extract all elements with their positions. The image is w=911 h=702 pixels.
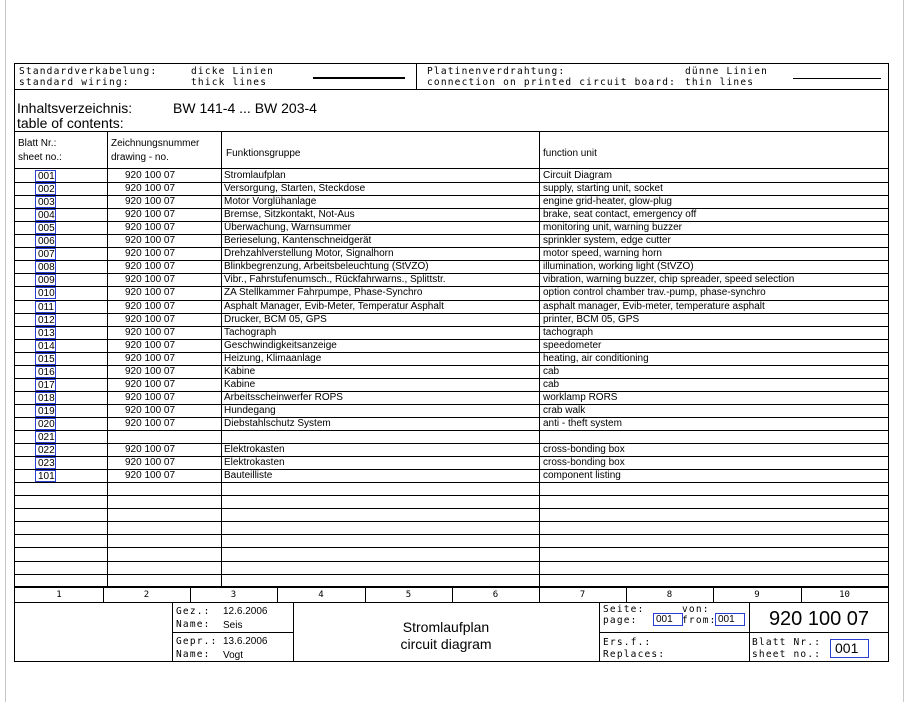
sheet-link[interactable]: 014 — [35, 340, 56, 352]
table-row-rule — [15, 495, 888, 496]
drawing-number-cell: 920 100 07 — [125, 327, 176, 338]
col-header-unit: function unit — [543, 148, 597, 159]
drawing-number-cell: 920 100 07 — [125, 470, 176, 481]
function-unit-cell: anti - theft system — [543, 418, 622, 429]
grid-number: 7 — [579, 590, 586, 600]
function-group-cell: Stromlaufplan — [224, 170, 286, 181]
grid-number: 8 — [666, 590, 673, 600]
table-row-rule — [15, 521, 888, 522]
toc-title-en: table of contents: — [17, 115, 124, 131]
tb-checked-name-label: Name: — [176, 649, 211, 660]
grid-number: 3 — [230, 590, 237, 600]
function-unit-cell: sprinkler system, edge cutter — [543, 235, 671, 246]
drawing-number-cell: 920 100 07 — [125, 222, 176, 233]
tb-sheet-value[interactable]: 001 — [830, 639, 869, 658]
sheet-link[interactable]: 021 — [35, 431, 56, 443]
function-group-cell: Hundegang — [224, 405, 276, 416]
thick-line-sample — [313, 77, 405, 79]
grid-number: 6 — [492, 590, 499, 600]
tb-title-en: circuit diagram — [400, 636, 492, 652]
tb-sheet-label-en: sheet no.: — [752, 649, 822, 660]
tb-rule-left — [172, 632, 293, 633]
function-unit-cell: printer, BCM 05, GPS — [543, 314, 640, 325]
grid-strip-divider — [277, 586, 278, 602]
drawing-number-cell: 920 100 07 — [125, 444, 176, 455]
function-unit-cell: monitoring unit, warning buzzer — [543, 222, 682, 233]
drawing-number-cell: 920 100 07 — [125, 209, 176, 220]
sheet-link[interactable]: 016 — [35, 366, 56, 378]
sheet-link[interactable]: 101 — [35, 470, 56, 482]
sheet-link[interactable]: 005 — [35, 222, 56, 234]
tb-drawn-date: 12.6.2006 — [223, 606, 268, 617]
legend-pcb-de-value: dünne Linien — [685, 66, 769, 77]
col-divider-group — [539, 131, 540, 586]
function-group-cell: Geschwindigkeitsanzeige — [224, 340, 337, 351]
legend-split — [416, 64, 417, 89]
sheet-link[interactable]: 020 — [35, 418, 56, 430]
drawing-number-cell: 920 100 07 — [125, 314, 176, 325]
function-unit-cell: asphalt manager, Evib-meter, temperature asphalt — [543, 301, 765, 312]
table-row-rule — [15, 534, 888, 535]
drawing-number-cell: 920 100 07 — [125, 274, 176, 285]
thin-line-sample — [793, 78, 881, 79]
function-group-cell: Elektrokasten — [224, 457, 285, 468]
sheet-link[interactable]: 003 — [35, 196, 56, 208]
legend-standard-en: standard wiring: — [19, 77, 130, 88]
function-group-cell: Berieselung, Kantenschneidgerät — [224, 235, 372, 246]
tb-checked-date: 13.6.2006 — [223, 636, 268, 647]
grid-strip-divider — [801, 586, 802, 602]
function-unit-cell: option control chamber trav.-pump, phase-synchro — [543, 287, 766, 298]
function-unit-cell: heating, air conditioning — [543, 353, 649, 364]
drawing-number-cell: 920 100 07 — [125, 353, 176, 364]
tb-of-label-de: von: — [682, 604, 710, 615]
function-group-cell: Kabine — [224, 366, 256, 377]
sheet-link[interactable]: 015 — [35, 353, 56, 365]
function-unit-cell: supply, starting unit, socket — [543, 183, 663, 194]
legend-standard-de: Standardverkabelung: — [19, 66, 158, 77]
sheet-link[interactable]: 017 — [35, 379, 56, 391]
drawing-number-cell: 920 100 07 — [125, 235, 176, 246]
function-unit-cell: cross-bonding box — [543, 457, 625, 468]
tb-of-label-en: from: — [682, 615, 717, 626]
grid-number: 10 — [839, 590, 850, 600]
drawing-number-cell: 920 100 07 — [125, 392, 176, 403]
toc-range: BW 141-4 ... BW 203-4 — [173, 100, 317, 116]
grid-strip-divider — [713, 586, 714, 602]
sheet-link[interactable]: 019 — [35, 405, 56, 417]
sheet-link[interactable]: 009 — [35, 274, 56, 286]
table-row-rule — [15, 561, 888, 562]
function-unit-cell: crab walk — [543, 405, 586, 416]
grid-strip-divider — [539, 586, 540, 602]
tb-replaces-label-en: Replaces: — [603, 649, 666, 660]
drawing-sheet — [14, 63, 889, 662]
tb-page-label-en: page: — [603, 615, 638, 626]
sheet-link[interactable]: 012 — [35, 314, 56, 326]
function-unit-cell: vibration, warning buzzer, chip spreader, speed selection — [543, 274, 795, 285]
sheet-link[interactable]: 022 — [35, 444, 56, 456]
function-unit-cell: speedometer — [543, 340, 602, 351]
sheet-link[interactable]: 004 — [35, 209, 56, 221]
grid-number: 2 — [143, 590, 150, 600]
function-unit-cell: tachograph — [543, 327, 594, 338]
tb-title-de: Stromlaufplan — [402, 619, 490, 635]
function-unit-cell: Circuit Diagram — [543, 170, 612, 181]
function-unit-cell: cab — [543, 366, 560, 377]
function-group-cell: Kabine — [224, 379, 256, 390]
grid-number: 4 — [318, 590, 324, 600]
tb-checked-label: Gepr.: — [176, 636, 218, 647]
legend-pcb-de: Platinenverdrahtung: — [427, 66, 566, 77]
legend-divider — [15, 89, 888, 90]
grid-strip-divider — [365, 586, 366, 602]
legend-standard-en-value: thick lines — [191, 77, 268, 88]
function-group-cell: Motor Vorglühanlage — [224, 196, 317, 207]
function-group-cell: Versorgung, Starten, Steckdose — [224, 183, 366, 194]
tb-page-value[interactable]: 001 — [653, 613, 683, 626]
sheet-link[interactable]: 018 — [35, 392, 56, 404]
grid-strip-divider — [190, 586, 191, 602]
col-header-drawing-de: Zeichnungsnummer — [111, 138, 200, 149]
grid-strip-divider — [103, 586, 104, 602]
tb-replaces-label-de: Ers.f.: — [603, 637, 652, 648]
sheet-link[interactable]: 010 — [35, 287, 56, 299]
drawing-number-cell: 920 100 07 — [125, 379, 176, 390]
sheet-link[interactable]: 006 — [35, 235, 56, 247]
function-unit-cell: worklamp RORS — [543, 392, 618, 403]
function-group-cell: Arbeitsscheinwerfer ROPS — [224, 392, 343, 403]
function-group-cell: Drehzahlverstellung Motor, Signalhorn — [224, 248, 394, 259]
function-group-cell: ZA Stellkammer Fahrpumpe, Phase-Synchro — [224, 287, 423, 298]
function-group-cell: Blinkbegrenzung, Arbeitsbeleuchtung (StVZO) — [224, 261, 429, 272]
legend-pcb-en: connection on printed circuit board: — [427, 77, 677, 88]
table-row-rule — [15, 574, 888, 575]
table-top-rule — [15, 131, 888, 132]
table-row-rule — [15, 547, 888, 548]
grid-strip-divider — [452, 586, 453, 602]
function-group-cell: Asphalt Manager, Evib-Meter, Temperatur Asphalt — [224, 301, 444, 312]
drawing-number-cell: 920 100 07 — [125, 418, 176, 429]
function-group-cell: Tachograph — [224, 327, 277, 338]
tb-page-label-de: Seite: — [603, 604, 645, 615]
drawing-number-cell: 920 100 07 — [125, 366, 176, 377]
drawing-number-cell: 920 100 07 — [125, 457, 176, 468]
function-unit-cell: component listing — [543, 470, 621, 481]
function-unit-cell: engine grid-heater, glow-plug — [543, 196, 672, 207]
drawing-number-cell: 920 100 07 — [125, 183, 176, 194]
grid-number: 9 — [754, 590, 760, 600]
col-divider-sheet — [107, 131, 108, 586]
function-group-cell: Bremse, Sitzkontakt, Not-Aus — [224, 209, 355, 220]
col-header-group: Funktionsgruppe — [226, 148, 301, 159]
tb-rule-right — [599, 632, 888, 633]
drawing-number-cell: 920 100 07 — [125, 405, 176, 416]
tb-drawn-name-label: Name: — [176, 619, 211, 630]
drawing-number-cell: 920 100 07 — [125, 287, 176, 298]
table-row-rule — [15, 482, 888, 483]
function-group-cell: Heizung, Klimaanlage — [224, 353, 322, 364]
grid-strip-bottom — [15, 602, 888, 603]
tb-drawn-label: Gez.: — [176, 606, 211, 617]
table-row-rule — [15, 430, 888, 431]
drawing-number-cell: 920 100 07 — [125, 248, 176, 259]
drawing-number-cell: 920 100 07 — [125, 170, 176, 181]
grid-number: 5 — [405, 590, 412, 600]
function-group-cell: Elektrokasten — [224, 444, 285, 455]
drawing-number-cell: 920 100 07 — [125, 196, 176, 207]
sheet-link[interactable]: 013 — [35, 327, 56, 339]
table-header-rule — [15, 168, 888, 169]
col-header-sheet-en: sheet no.: — [18, 152, 62, 163]
legend-standard-de-value: dicke Linien — [191, 66, 275, 77]
grid-strip-divider — [626, 586, 627, 602]
sheet-link[interactable]: 011 — [35, 301, 56, 313]
sheet-link[interactable]: 002 — [35, 183, 56, 195]
grid-number: 1 — [56, 590, 62, 600]
function-group-cell: Vibr., Fahrstufenumsch., Rückfahrwarns., Splittstr. — [224, 274, 446, 285]
drawing-number-cell: 920 100 07 — [125, 261, 176, 272]
tb-of-value[interactable]: 001 — [715, 613, 745, 626]
table-row-rule — [15, 508, 888, 509]
function-unit-cell: illumination, working light (StVZO) — [543, 261, 694, 272]
tb-sheet-label-de: Blatt Nr.: — [752, 637, 822, 648]
toc-title-de: Inhaltsverzeichnis: — [17, 100, 133, 116]
function-unit-cell: cab — [543, 379, 560, 390]
function-group-cell: Überwachung, Warnsummer — [224, 222, 351, 233]
col-divider-drawing — [221, 131, 222, 586]
drawing-number-cell: 920 100 07 — [125, 340, 176, 351]
function-group-cell: Bauteilliste — [224, 470, 273, 481]
function-group-cell: Drucker, BCM 05, GPS — [224, 314, 327, 325]
sheet-link[interactable]: 008 — [35, 261, 56, 273]
col-header-drawing-en: drawing - no. — [111, 152, 169, 163]
tb-checked-name: Vogt — [223, 650, 244, 661]
tb-drawing-number: 920 100 07 — [768, 608, 870, 630]
function-unit-cell: cross-bonding box — [543, 444, 625, 455]
sheet-link[interactable]: 007 — [35, 248, 56, 260]
function-unit-cell: brake, seat contact, emergency off — [543, 209, 697, 220]
col-header-sheet-de: Blatt Nr.: — [18, 138, 57, 149]
function-unit-cell: motor speed, warning horn — [543, 248, 662, 259]
sheet-link[interactable]: 001 — [35, 170, 56, 182]
legend-pcb-en-value: thin lines — [685, 77, 755, 88]
drawing-number-cell: 920 100 07 — [125, 301, 176, 312]
sheet-link[interactable]: 023 — [35, 457, 56, 469]
function-group-cell: Diebstahlschutz System — [224, 418, 331, 429]
tb-drawn-name: Seis — [223, 620, 243, 631]
